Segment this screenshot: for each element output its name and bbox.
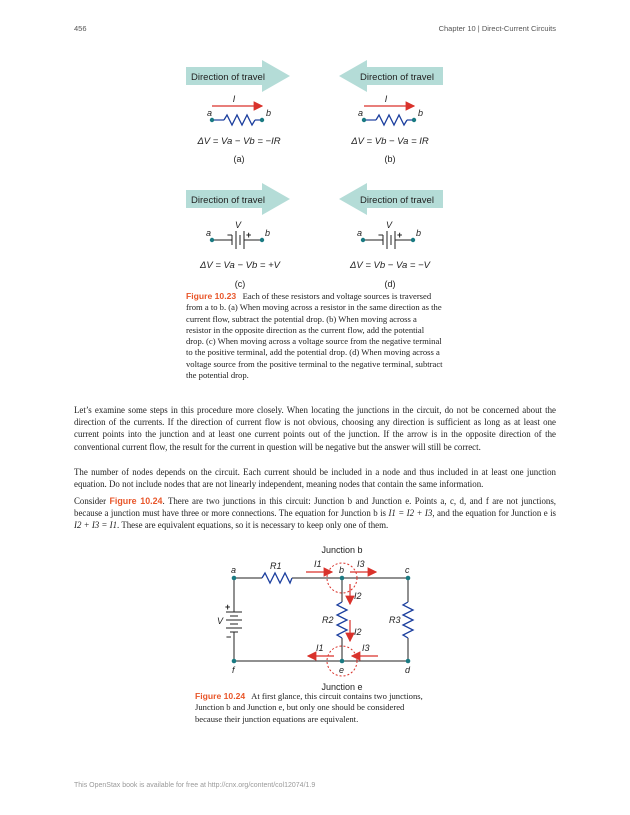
resistor-r3: [403, 602, 413, 638]
current-i3-bottom-label: I3: [362, 643, 370, 653]
current-i1-top-label: I1: [314, 559, 322, 569]
current-i1-bottom-label: I1: [316, 643, 324, 653]
equation: ΔV = Va − Vb = +V: [200, 260, 280, 271]
svg-text:−: −: [227, 230, 233, 240]
node-a-dot: [210, 118, 214, 122]
r2-label: R2: [322, 615, 334, 625]
panel-b: [339, 60, 443, 164]
equation: ΔV = Vb − Va = −V: [350, 260, 430, 271]
current-label: I: [232, 94, 236, 104]
r1-label: R1: [270, 561, 282, 571]
node-f: [232, 659, 237, 664]
paragraph-1: Let’s examine some steps in this procedure more closely. When locating the junctions in the circuit, do not be concerned about the direction of the currents. If the direction of current flow is not obvious, choosing any direction is sufficient as long as at least one current points into the junction and at least one current points out of the junction. If the arrow is in the opposite direction of the conventional current flow, the result for the current in question will be negative but the answer will still be correct.: [74, 405, 556, 452]
panel-d: [339, 183, 443, 289]
source-label: V: [234, 220, 242, 230]
direction-label: Direction of travel: [360, 195, 434, 206]
svg-text:−: −: [378, 230, 384, 240]
node-a-dot: [361, 238, 365, 242]
current-i2-upper-label: I2: [354, 591, 362, 601]
node-a-label: a: [357, 228, 363, 238]
node-b-dot: [260, 118, 264, 122]
resistor-symbol: [376, 115, 407, 125]
direction-label: Direction of travel: [191, 195, 265, 206]
equation-junction-b: I1 = I2 + I3: [388, 508, 433, 519]
direction-label: Direction of travel: [191, 72, 265, 83]
node-c: [406, 576, 411, 581]
direction-label: Direction of travel: [360, 72, 434, 83]
svg-text:+: +: [246, 230, 252, 240]
panel-a: [186, 60, 290, 164]
node-e-label: e: [339, 665, 345, 675]
caption-figure-label: Figure 10.24: [195, 691, 246, 701]
source-label: V: [385, 220, 393, 230]
svg-text:−: −: [226, 632, 232, 642]
caption-text: Each of these resistors and voltage sources is traversed from a to b. (a) When moving across a resistor in the same direction as the current flow, subtract the potential drop. (b) When moving across a resistor in the opposite direction as the current flow, add the potential drop. (c) When moving across a voltage source from the negative terminal to the positive terminal, add the potential drop. (d) When moving across a voltage source from the positive terminal to the negative terminal, subtract the potential drop.: [186, 291, 443, 381]
equation: ΔV = Va − Vb = −IR: [197, 136, 281, 147]
equation-junction-e: I2 + I3 = I1: [74, 520, 118, 531]
node-d-label: d: [405, 665, 411, 675]
battery-symbol: [232, 231, 244, 249]
node-a-label: a: [231, 565, 237, 575]
panel-c: [186, 183, 290, 289]
panel-label: (b): [384, 154, 396, 164]
figure-10-24-link[interactable]: Figure 10.24: [109, 496, 163, 506]
node-e: [340, 659, 345, 664]
node-a-label: a: [206, 228, 212, 238]
paragraph-3: Consider Figure 10.24. There are two junctions in this circuit: Junction b and Junction e. Points a, c, d, and f are not junctions, because a junction must have three or more connections. The equation for Junction b is I1 = I2 + I3, and the equation for Junction e is I2 + I3 = I1. These are equivalent equations, so it is necessary to keep only one of them.: [74, 496, 556, 531]
node-b: [340, 576, 345, 581]
battery-symbol: [383, 231, 395, 249]
node-b-label: b: [418, 108, 424, 118]
junction-b-label: Junction b: [321, 545, 363, 555]
node-b-dot: [411, 238, 415, 242]
node-c-label: c: [405, 565, 410, 575]
panel-label: (d): [384, 279, 396, 289]
figure-10-23-caption: [186, 291, 444, 381]
svg-text:+: +: [225, 602, 231, 612]
node-b-dot: [412, 118, 416, 122]
panel-label: (a): [233, 154, 245, 164]
node-a-label: a: [207, 108, 213, 118]
caption-figure-label: Figure 10.23: [186, 291, 237, 301]
page-number: 456: [74, 24, 87, 33]
battery-label: V: [217, 616, 224, 626]
figure-10-24-caption: [195, 691, 425, 725]
resistor-symbol: [224, 115, 255, 125]
junction-e-label: Junction e: [321, 682, 363, 692]
current-i3-top-label: I3: [357, 559, 365, 569]
panel-label: (c): [234, 279, 246, 289]
node-d: [406, 659, 411, 664]
chapter-header: Chapter 10 | Direct-Current Circuits: [438, 24, 556, 33]
svg-text:+: +: [397, 230, 403, 240]
node-b-label: b: [339, 565, 345, 575]
figure-10-23: [0, 0, 630, 290]
node-b-label: b: [266, 108, 272, 118]
paragraph-2: The number of nodes depends on the circuit. Each current should be included in a node and thus included in at least one junction equation. Do not include nodes that are not linearly independent, meaning nodes that contain the same information.: [74, 467, 556, 490]
node-a: [232, 576, 237, 581]
caption-text: At first glance, this circuit contains two junctions, Junction b and Junction e, but only one should be considered because their junction equations are equivalent.: [195, 691, 423, 724]
current-label: I: [384, 94, 388, 104]
node-a-dot: [210, 238, 214, 242]
r3-label: R3: [389, 615, 401, 625]
figure-10-24: [0, 540, 630, 700]
resistor-r2: [337, 602, 347, 638]
node-b-label: b: [265, 228, 271, 238]
current-i2-lower-label: I2: [354, 627, 362, 637]
node-b-dot: [260, 238, 264, 242]
equation: ΔV = Vb − Va = IR: [351, 136, 429, 147]
resistor-r1: [262, 573, 292, 583]
node-a-label: a: [358, 108, 364, 118]
node-a-dot: [362, 118, 366, 122]
node-b-label: b: [416, 228, 422, 238]
node-f-label: f: [232, 665, 235, 675]
page-footer: This OpenStax book is available for free at http://cnx.org/content/col12074/1.9: [74, 782, 316, 789]
